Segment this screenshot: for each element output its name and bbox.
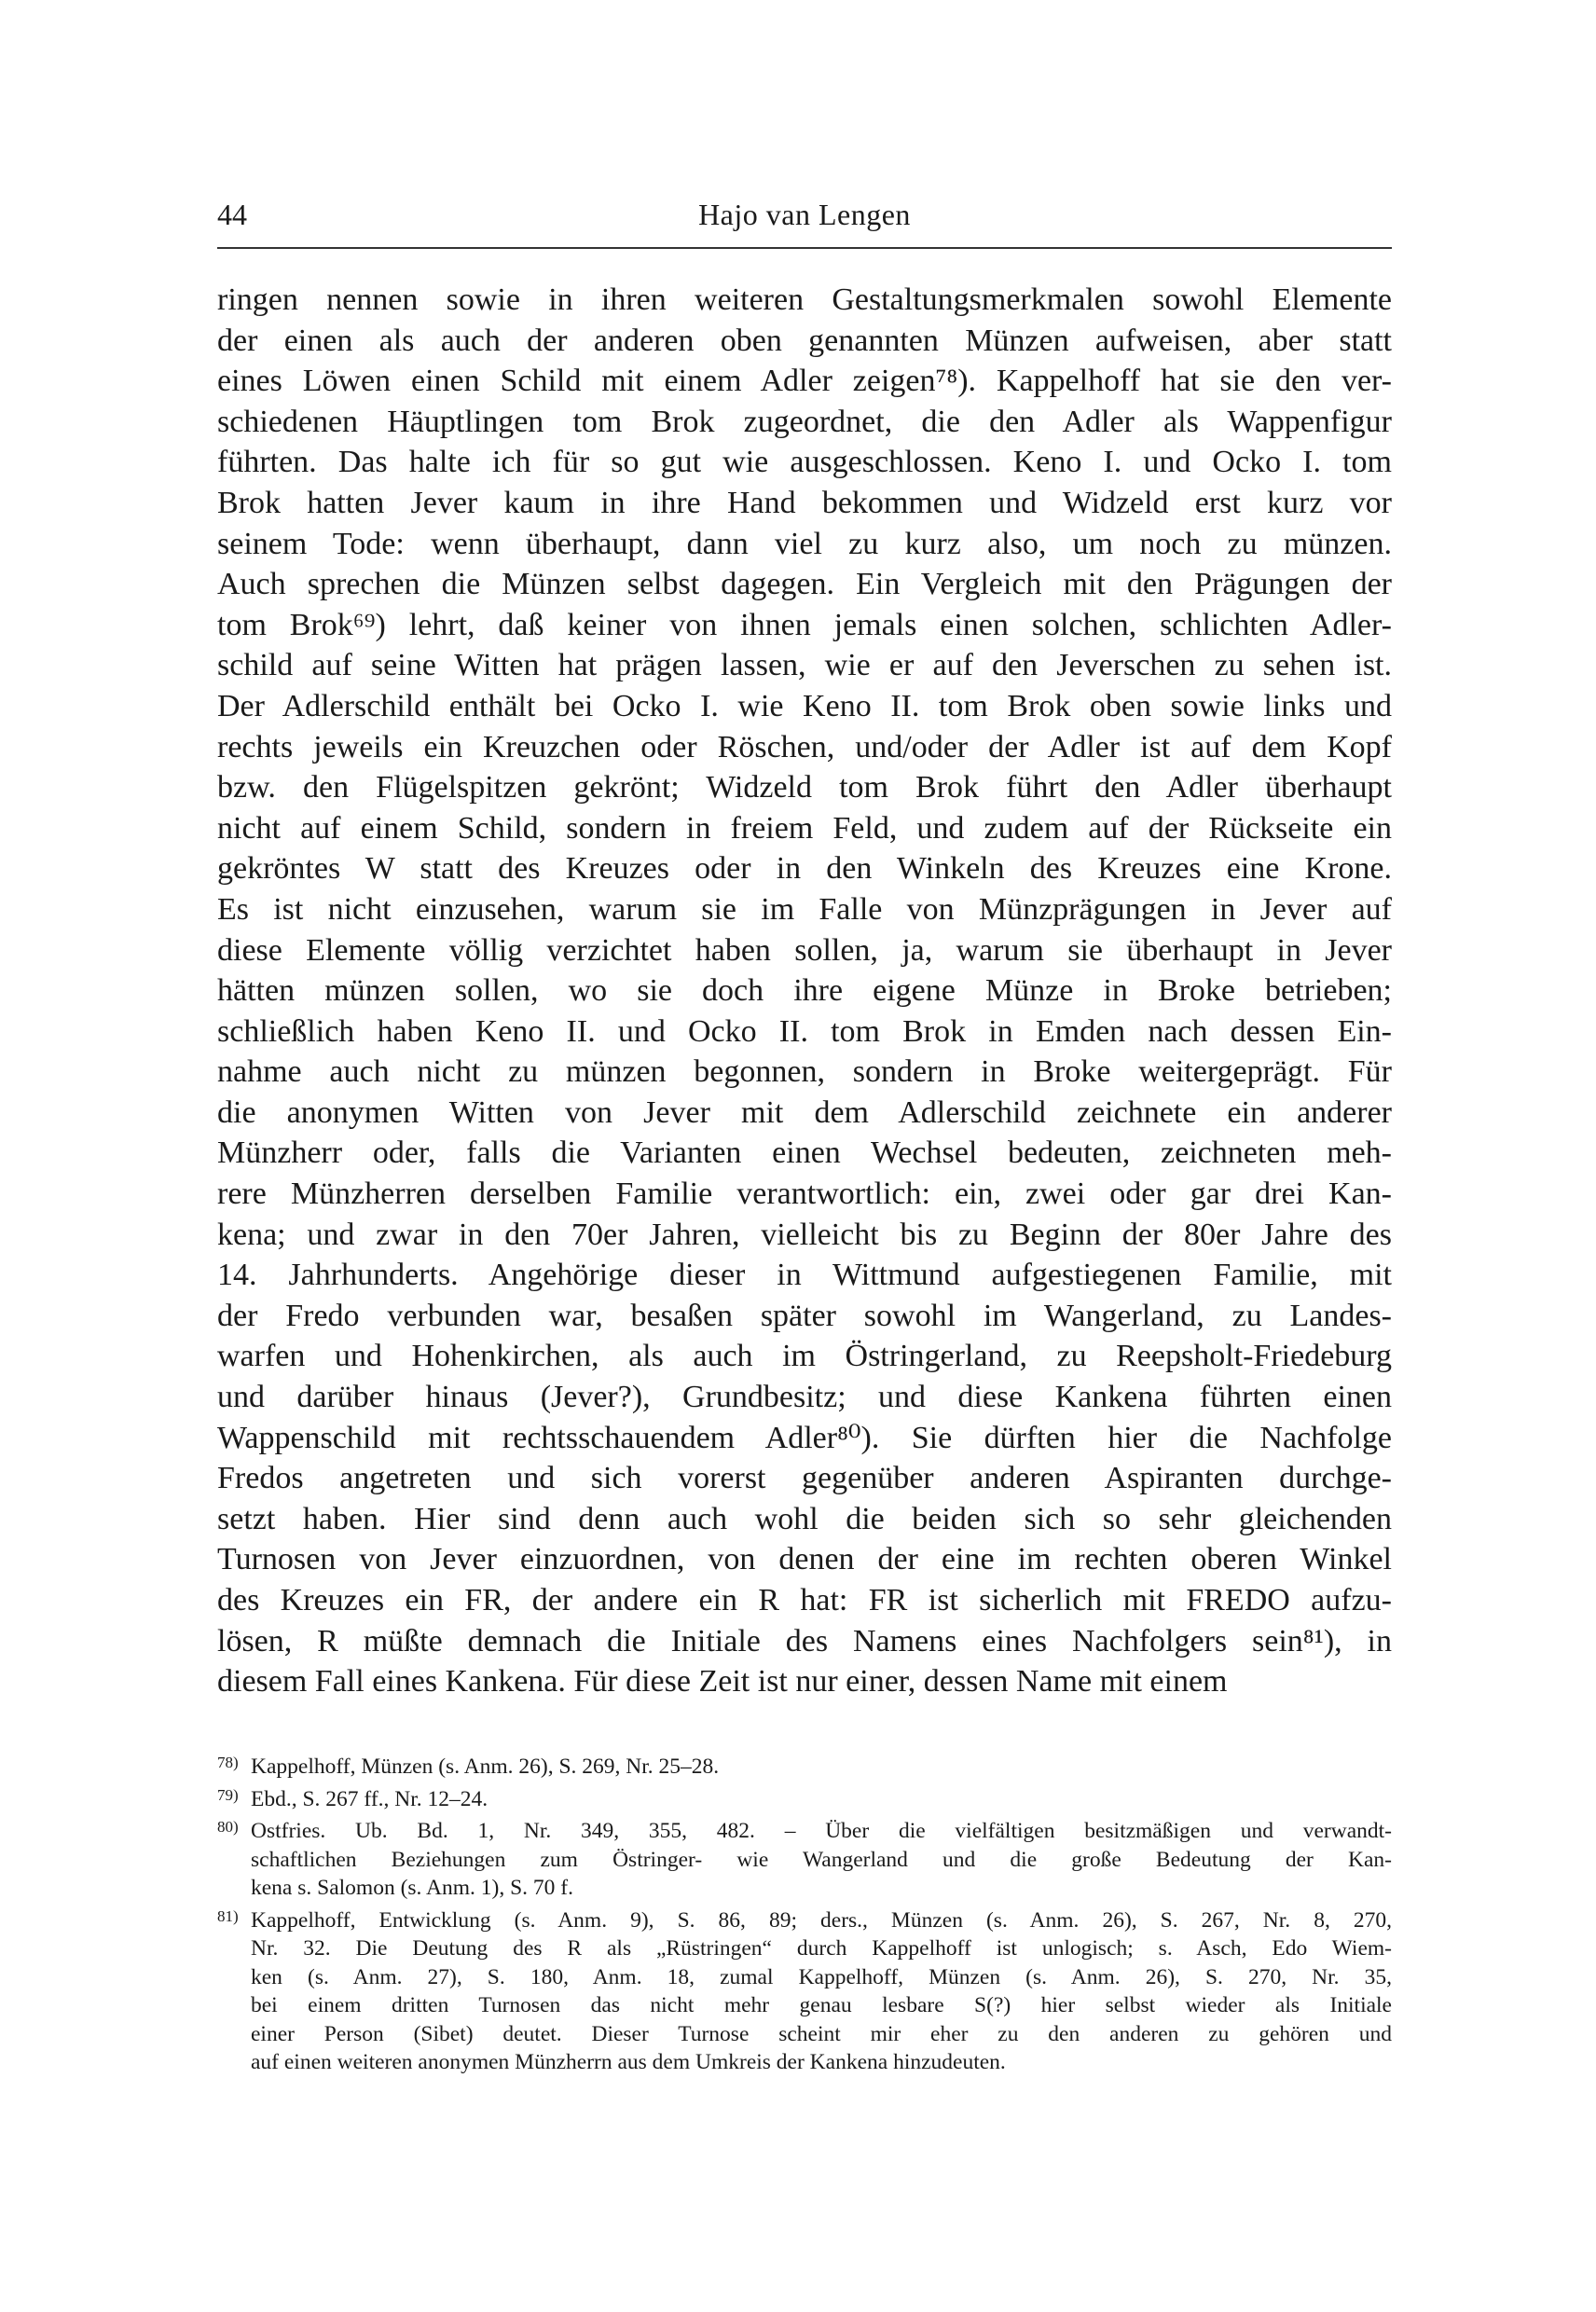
body-line: kena; und zwar in den 70er Jahren, vielleicht bis zu Beginn der 80er Jahre des [217,1217,1392,1252]
body-line: tom Brok⁶⁹) lehrt, daß keiner von ihnen jemals einen solchen, schlichten Adler- [217,607,1392,642]
body-line: lösen, R müßte demnach die Initiale des Namens eines Nachfolgers sein⁸¹), in [217,1623,1392,1658]
running-head: Hajo van Lengen [698,198,911,231]
footnote-line [217,1749,1392,1782]
footnote-line [217,2020,1392,2049]
body-line: Turnosen von Jever einzuordnen, von denen der eine im rechten oberen Winkel [217,1542,1392,1577]
body-line: Wappenschild mit rechtsschauendem Adler⁸⁰). Sie dürften hier die Nachfolge [217,1420,1392,1455]
body-line: seinem Tode: wenn überhaupt, dann viel zu kurz also, um noch zu münzen. [217,526,1392,561]
footnote-number: 81) [217,1906,239,1925]
footnote-number: 78) [217,1754,239,1771]
footnotes [217,1749,1392,2077]
footnote-text: Ostfries. Ub. Bd. 1, Nr. 349, 355, 482. – Über die vielfältigen besitzmäßigen und verwandt- [251,1819,1392,1843]
body-line: der einen als auch der anderen oben genannten Münzen aufweisen, aber statt [217,323,1392,358]
body-line: nicht auf einem Schild, sondern in freiem Feld, und zudem auf der Rückseite ein [217,810,1392,846]
footnote [217,1749,1392,1782]
body-line: Münzherr oder, falls die Varianten einen Wechsel bedeuten, zeichneten meh- [217,1135,1392,1171]
footnote-text: schaftlichen Beziehungen zum Östringer- wie Wangerland und die große Bedeutung der Kan- [251,1847,1392,1872]
footnote-text: Nr. 32. Die Deutung des R als „Rüstringen“ durch Kappelhoff ist unlogisch; s. Asch, Edo Wiem- [251,1936,1392,1961]
footnote-text: auf einen weiteren anonymen Münzherrn aus dem Umkreis der Kankena hinzudeuten. [251,2050,1006,2074]
body-line: Brok hatten Jever kaum in ihre Hand bekommen und Widzeld erst kurz vor [217,485,1392,520]
page-number: 44 [217,198,247,231]
body-line: schließlich haben Keno II. und Ocko II. tom Brok in Emden nach dessen Ein- [217,1013,1392,1049]
footnote-number: 80) [217,1818,239,1836]
body-line: bzw. den Flügelspitzen gekrönt; Widzeld tom Brok führt den Adler überhaupt [217,770,1392,805]
footnote-line [217,2048,1392,2077]
footnote-text: einer Person (Sibet) deutet. Dieser Turnose scheint mir eher zu den anderen zu gehören und [251,2021,1392,2046]
body-text [217,280,1392,1702]
footnote-number: 79) [217,1785,239,1804]
body-line: rechts jeweils ein Kreuzchen oder Röschen, und/oder der Adler ist auf dem Kopf [217,729,1392,764]
footnote-line [217,1963,1392,1992]
body-line: nahme auch nicht zu münzen begonnen, sondern in Broke weitergeprägt. Für [217,1054,1392,1090]
footnote-text: Kappelhoff, Münzen (s. Anm. 26), S. 269, Nr. 25–28. [251,1755,720,1779]
body-line: Fredos angetreten und sich vorerst gegenüber anderen Aspiranten durchge- [217,1461,1392,1496]
body-line: Auch sprechen die Münzen selbst dagegen. Ein Vergleich mit den Prägungen der [217,567,1392,602]
footnote-line [217,1874,1392,1903]
body-line: Der Adlerschild enthält bei Ocko I. wie Keno II. tom Brok oben sowie links und [217,688,1392,723]
footnote-line [217,1782,1392,1814]
body-line: diesem Fall eines Kankena. Für diese Zeit ist nur einer, dessen Name mit einem [217,1664,1228,1700]
footnote-line [217,1903,1392,1935]
body-line: gekröntes W statt des Kreuzes oder in den Winkeln des Kreuzes eine Krone. [217,851,1392,887]
footnote-text: ken (s. Anm. 27), S. 180, Anm. 18, zumal Kappelhoff, Münzen (s. Anm. 26), S. 270, Nr. 35, [251,1964,1392,1989]
body-line: der Fredo verbunden war, besaßen später sowohl im Wangerland, zu Landes- [217,1298,1392,1333]
body-line: schild auf seine Witten hat prägen lassen, wie er auf den Jeverschen zu sehen ist. [217,648,1392,683]
footnote-line [217,1991,1392,2020]
footnote-text: Ebd., S. 267 ff., Nr. 12–24. [251,1786,488,1811]
body-line: des Kreuzes ein FR, der andere ein R hat: FR ist sicherlich mit FREDO aufzu- [217,1583,1392,1617]
footnote [217,1903,1392,2077]
body-line: setzt haben. Hier sind denn auch wohl die beiden sich so sehr gleichenden [217,1501,1392,1536]
body-line: rere Münzherren derselben Familie verantwortlich: ein, zwei oder gar drei Kan- [217,1177,1392,1212]
footnote-text: Kappelhoff, Entwicklung (s. Anm. 9), S. 86, 89; ders., Münzen (s. Anm. 26), S. 267, Nr. 8, 270, [251,1907,1392,1933]
page-header [217,191,1392,249]
footnote [217,1813,1392,1903]
body-line: die anonymen Witten von Jever mit dem Adlerschild zeichnete ein anderer [217,1094,1392,1130]
body-line: ringen nennen sowie in ihren weiteren Gestaltungsmerkmalen sowohl Elemente [217,282,1392,317]
body-line: 14. Jahrhunderts. Angehörige dieser in Wittmund aufgestiegenen Familie, mit [217,1258,1392,1293]
body-line: und darüber hinaus (Jever?), Grundbesitz; und diese Kankena führten einen [217,1380,1392,1415]
body-line: führten. Das halte ich für so gut wie ausgeschlossen. Keno I. und Ocko I. tom [217,445,1392,480]
footnote-line [217,1846,1392,1875]
footnote-line [217,1934,1392,1963]
body-line: warfen und Hohenkirchen, als auch im Östringerland, zu Reepsholt-Friedeburg [217,1339,1392,1374]
footnote-text: kena s. Salomon (s. Anm. 1), S. 70 f. [251,1876,573,1900]
body-line: schiedenen Häuptlingen tom Brok zugeordnet, die den Adler als Wappenfigur [217,404,1392,439]
body-line: hätten münzen sollen, wo sie doch ihre eigene Münze in Broke betrieben; [217,973,1392,1009]
footnote-text: bei einem dritten Turnosen das nicht mehr genau lesbare S(?) hier selbst wieder als Initiale [251,1993,1392,2017]
body-line: diese Elemente völlig verzichtet haben sollen, ja, warum sie überhaupt in Jever [217,932,1392,968]
footnote [217,1782,1392,1814]
body-line: Es ist nicht einzusehen, warum sie im Falle von Münzprägungen in Jever auf [217,891,1392,927]
footnote-line [217,1813,1392,1846]
body-line: eines Löwen einen Schild mit einem Adler zeigen⁷⁸). Kappelhoff hat sie den ver- [217,364,1392,399]
